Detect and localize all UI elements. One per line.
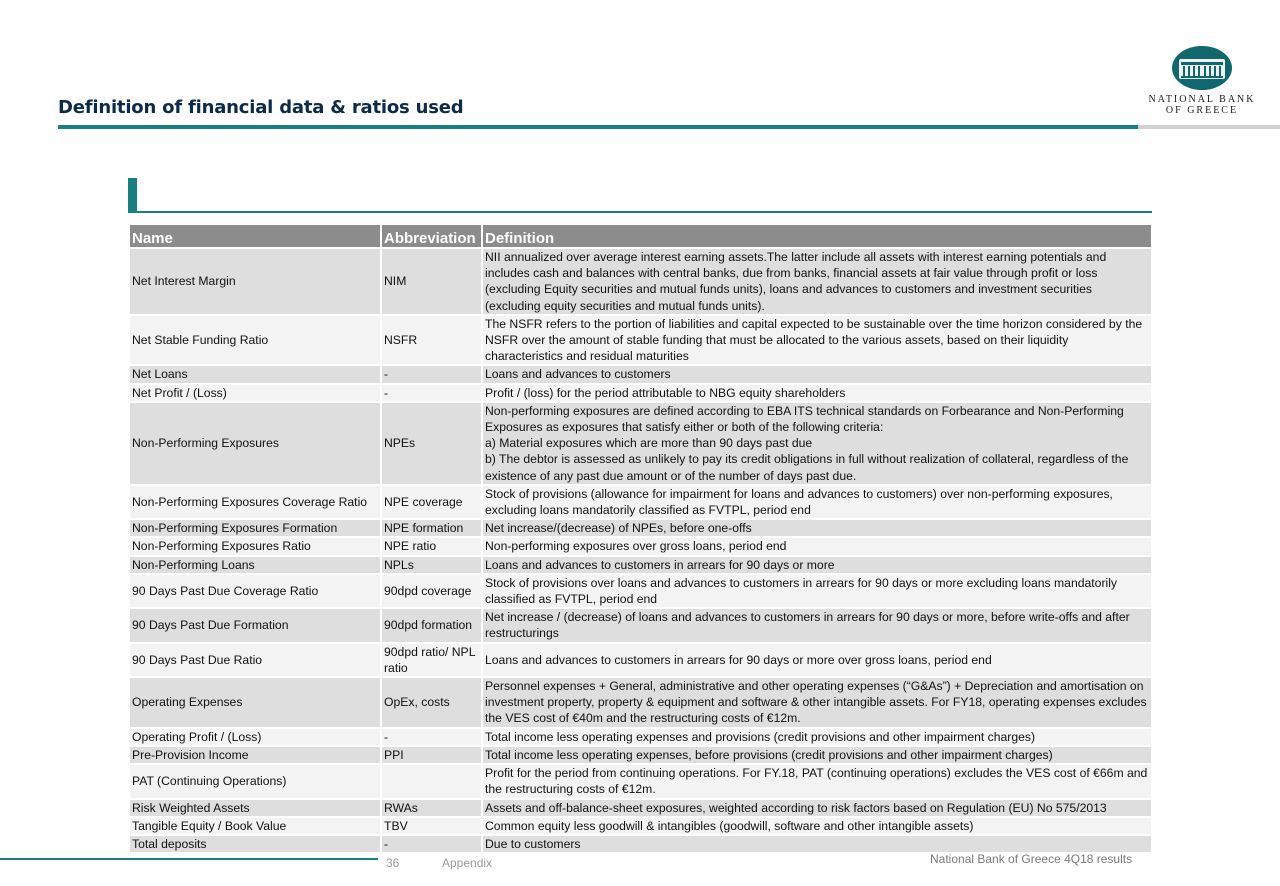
row-name: 90 Days Past Due Coverage Ratio	[130, 575, 380, 607]
table-row	[130, 249, 1151, 314]
row-definition: NII annualized over average interest earning assets.The latter include all assets with interest earning potentials and includes cash and balances with central banks, due from banks, financial assets at fair value through profit or loss (excluding Equity securities and mutual funds units), loans and advances to customers and investment securities (excluding equity securities and mutual funds units).	[483, 249, 1151, 314]
row-abbreviation: PPI	[382, 747, 481, 763]
row-abbreviation: NPEs	[382, 403, 481, 484]
row-abbreviation: 90dpd formation	[382, 609, 481, 641]
row-name: Risk Weighted Assets	[130, 800, 380, 816]
row-abbreviation: NPE coverage	[382, 486, 481, 518]
row-abbreviation: 90dpd ratio/ NPL ratio	[382, 644, 481, 676]
table-row	[130, 765, 1151, 797]
row-definition: The NSFR refers to the portion of liabilities and capital expected to be sustainable over the time horizon considered by the NSFR over the amount of stable funding that must be allocated to the various assets, based on their liquidity characteristics and residual maturities	[483, 316, 1151, 365]
row-definition: Non-performing exposures over gross loans, period end	[483, 538, 1151, 554]
table-row	[130, 729, 1151, 745]
row-definition: Total income less operating expenses, before provisions (credit provisions and other impairment charges)	[483, 747, 1151, 763]
row-name: Net Loans	[130, 366, 380, 382]
row-definition: Non-performing exposures are defined according to EBA ITS technical standards on Forbearance and Non-Performing Exposures as exposures that satisfy either or both of the following criteria: a) Material exposures which are more than 90 days past due b) The debtor is assessed as unlikely to pay its credit obligations in full without realization of collateral, regardless of the existence of any past due amount or of the number of days past due.	[483, 403, 1151, 484]
title-rule	[58, 125, 1138, 129]
table-row	[130, 366, 1151, 382]
column-header-abbreviation: Abbreviation	[382, 225, 481, 247]
row-definition: Common equity less goodwill & intangibles (goodwill, software and other intangible assets)	[483, 818, 1151, 834]
table-row	[130, 747, 1151, 763]
row-abbreviation: -	[382, 385, 481, 401]
table-header-row	[130, 225, 1151, 247]
title-rule-accent	[1138, 125, 1280, 129]
row-definition: Personnel expenses + General, administrative and other operating expenses (“G&As”) + Depreciation and amortisation on investment property, property & equipment and software & other intangible assets. For FY18, operating expenses excludes the VES cost of €40m and the restructuring costs of €12m.	[483, 678, 1151, 727]
table-row	[130, 385, 1151, 401]
row-name: Non-Performing Exposures Formation	[130, 520, 380, 536]
row-definition: Net increase/(decrease) of NPEs, before one-offs	[483, 520, 1151, 536]
row-abbreviation: TBV	[382, 818, 481, 834]
row-name: Net Profit / (Loss)	[130, 385, 380, 401]
section-rule	[128, 211, 1152, 213]
row-definition: Assets and off-balance-sheet exposures, weighted according to risk factors based on Regulation (EU) No 575/2013	[483, 800, 1151, 816]
section-marker	[128, 178, 137, 212]
table-row	[130, 800, 1151, 816]
row-definition: Loans and advances to customers	[483, 366, 1151, 382]
row-abbreviation: NPE formation	[382, 520, 481, 536]
footer-report-title: National Bank of Greece 4Q18 results	[930, 852, 1133, 866]
row-name: Non-Performing Loans	[130, 557, 380, 573]
table-row	[130, 538, 1151, 554]
row-abbreviation: NPE ratio	[382, 538, 481, 554]
row-definition: Stock of provisions over loans and advances to customers in arrears for 90 days or more excluding loans mandatorily classified as FVTPL, period end	[483, 575, 1151, 607]
table-row	[130, 403, 1151, 484]
row-name: Operating Profit / (Loss)	[130, 729, 380, 745]
row-abbreviation: NSFR	[382, 316, 481, 365]
row-name: Non-Performing Exposures Coverage Ratio	[130, 486, 380, 518]
table-row	[130, 557, 1151, 573]
bank-building-icon	[1172, 46, 1232, 90]
row-name: Pre-Provision Income	[130, 747, 380, 763]
row-name: Net Stable Funding Ratio	[130, 316, 380, 365]
row-name: 90 Days Past Due Ratio	[130, 644, 380, 676]
table-row	[130, 609, 1151, 641]
row-abbreviation: NIM	[382, 249, 481, 314]
row-abbreviation: -	[382, 366, 481, 382]
row-definition: Total income less operating expenses and provisions (credit provisions and other impairment charges)	[483, 729, 1151, 745]
definitions-table	[128, 223, 1153, 854]
table-row	[130, 818, 1151, 834]
table-row	[130, 575, 1151, 607]
row-abbreviation	[382, 765, 481, 797]
row-definition: Profit / (loss) for the period attributable to NBG equity shareholders	[483, 385, 1151, 401]
page-title: Definition of financial data & ratios used	[58, 97, 464, 118]
footer-section-label: Appendix	[442, 856, 493, 870]
row-abbreviation: OpEx, costs	[382, 678, 481, 727]
row-definition: Net increase / (decrease) of loans and advances to customers in arrears for 90 days or more, before write-offs and after restructurings	[483, 609, 1151, 641]
row-abbreviation: 90dpd coverage	[382, 575, 481, 607]
row-name: Total deposits	[130, 836, 380, 852]
logo-text-line2: OF GREECE	[1165, 105, 1239, 116]
table-row	[130, 678, 1151, 727]
page-number: 36	[386, 856, 400, 870]
row-definition: Loans and advances to customers in arrears for 90 days or more over gross loans, period end	[483, 644, 1151, 676]
row-name: Tangible Equity / Book Value	[130, 818, 380, 834]
row-name: Non-Performing Exposures Ratio	[130, 538, 380, 554]
row-abbreviation: -	[382, 729, 481, 745]
row-abbreviation: RWAs	[382, 800, 481, 816]
logo-text-line1: NATIONAL BANK	[1148, 94, 1256, 105]
row-name: Non-Performing Exposures	[130, 403, 380, 484]
row-definition: Loans and advances to customers in arrears for 90 days or more	[483, 557, 1151, 573]
row-name: Net Interest Margin	[130, 249, 380, 314]
bank-logo	[1140, 44, 1264, 120]
row-name: PAT (Continuing Operations)	[130, 765, 380, 797]
table-row	[130, 486, 1151, 518]
row-definition: Profit for the period from continuing operations. For FY.18, PAT (continuing operations) excludes the VES cost of €66m and the restructuring costs of €12m.	[483, 765, 1151, 797]
column-header-definition: Definition	[483, 225, 1151, 247]
footer-rule	[0, 858, 378, 860]
row-abbreviation: -	[382, 836, 481, 852]
row-abbreviation: NPLs	[382, 557, 481, 573]
column-header-name: Name	[130, 225, 380, 247]
table-row	[130, 836, 1151, 852]
row-name: 90 Days Past Due Formation	[130, 609, 380, 641]
row-name: Operating Expenses	[130, 678, 380, 727]
table-row	[130, 644, 1151, 676]
row-definition: Stock of provisions (allowance for impairment for loans and advances to customers) over non-performing exposures, excluding loans mandatorily classified as FVTPL, period end	[483, 486, 1151, 518]
table-row	[130, 520, 1151, 536]
table-row	[130, 316, 1151, 365]
row-definition: Due to customers	[483, 836, 1151, 852]
